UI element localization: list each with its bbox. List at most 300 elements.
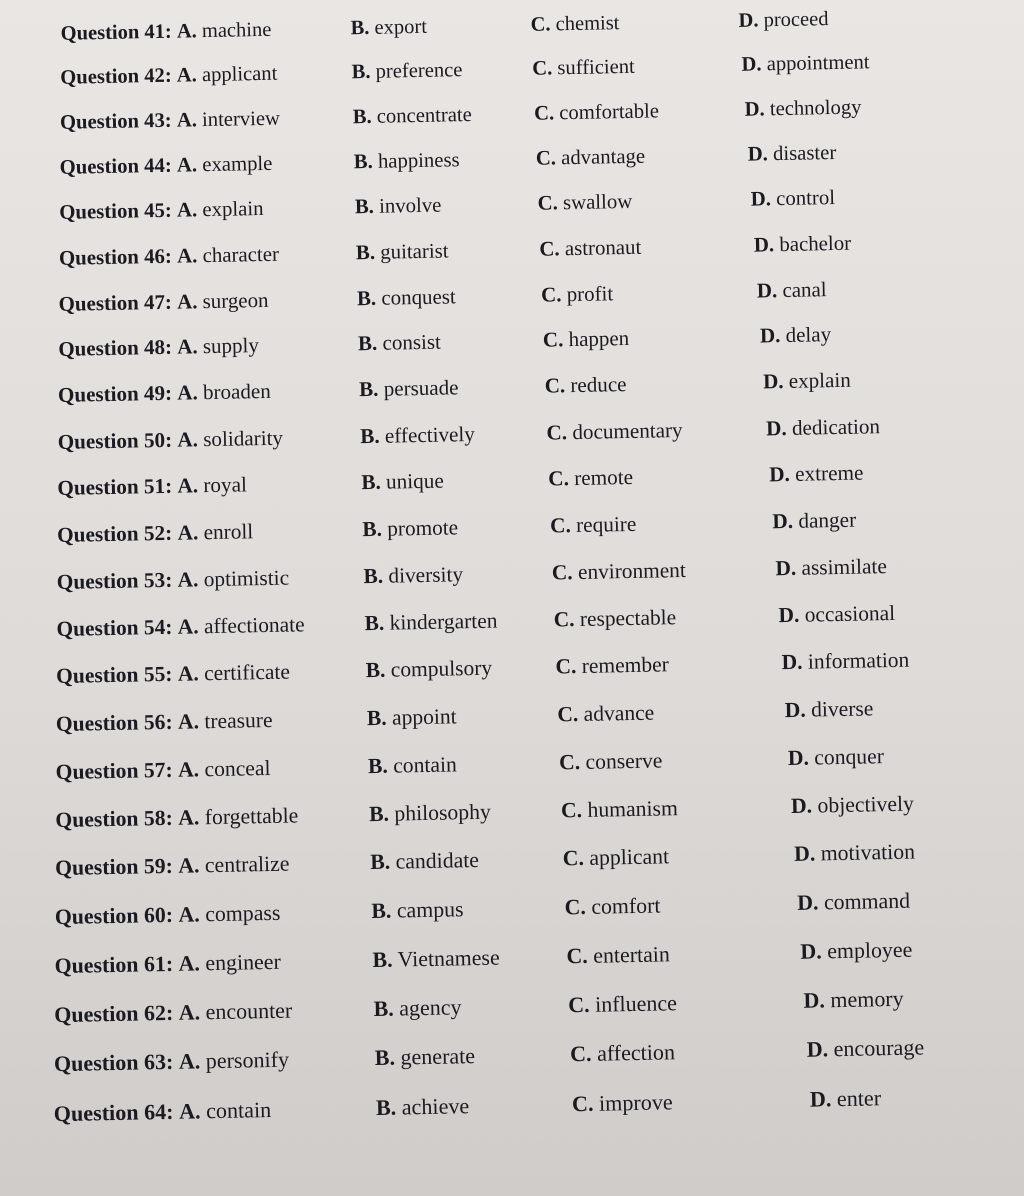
- option-letter-d: D.: [803, 987, 826, 1013]
- option-letter-b: B.: [352, 105, 372, 129]
- option-b-word: effectively: [384, 421, 476, 448]
- question-label: Question 60:: [54, 902, 174, 930]
- option-b: [357, 283, 456, 311]
- option-a: [60, 61, 278, 91]
- option-a: [60, 17, 271, 47]
- option-a-word: compass: [204, 900, 281, 927]
- option-d: [744, 94, 861, 122]
- option-letter-c: C.: [537, 191, 559, 215]
- option-d: [788, 743, 885, 771]
- option-b: [370, 847, 479, 875]
- option-b: [352, 102, 472, 130]
- option-a: [58, 378, 271, 408]
- option-letter-a: A.: [177, 757, 200, 782]
- option-a: [56, 659, 290, 689]
- option-letter-a: A.: [178, 1098, 201, 1124]
- option-b-word: promote: [387, 515, 459, 541]
- option-c: [544, 371, 626, 399]
- option-d: [797, 888, 910, 916]
- option-letter-c: C.: [560, 798, 583, 823]
- option-letter-a: A.: [177, 614, 199, 639]
- option-letter-d: D.: [744, 98, 765, 121]
- option-letter-c: C.: [551, 559, 573, 585]
- option-c-word: sufficient: [557, 56, 635, 80]
- option-b: [356, 237, 449, 265]
- option-d-word: disaster: [772, 141, 837, 165]
- option-letter-a: A.: [176, 197, 198, 222]
- option-c: [546, 416, 683, 445]
- option-letter-a: A.: [177, 709, 200, 734]
- option-a: [54, 1047, 289, 1078]
- option-d-word: delay: [785, 322, 832, 348]
- option-c: [530, 10, 619, 38]
- option-c: [561, 795, 678, 823]
- option-d-word: encourage: [833, 1034, 925, 1062]
- option-c: [572, 1089, 673, 1117]
- question-label: Question 57:: [55, 757, 173, 784]
- option-d: [794, 839, 915, 867]
- option-c: [559, 747, 663, 775]
- option-c-word: comfort: [591, 893, 661, 919]
- option-a: [58, 332, 259, 362]
- option-a-word: royal: [203, 472, 248, 498]
- option-b-word: candidate: [395, 848, 480, 875]
- option-b-word: persuade: [383, 375, 459, 401]
- option-letter-c: C.: [544, 373, 566, 398]
- option-a-word: enroll: [203, 518, 254, 544]
- option-letter-a: A.: [177, 566, 199, 592]
- option-letter-c: C.: [548, 466, 570, 491]
- option-a-word: affectionate: [203, 612, 305, 639]
- option-letter-a: A.: [177, 380, 198, 405]
- option-letter-d: D.: [787, 745, 810, 770]
- option-letter-d: D.: [781, 650, 803, 675]
- option-a-word: certificate: [203, 659, 291, 686]
- option-a: [54, 1097, 272, 1127]
- option-c: [543, 325, 630, 353]
- option-b: [362, 514, 458, 542]
- option-b-word: conquest: [381, 283, 456, 310]
- option-c: [568, 990, 677, 1018]
- option-a: [59, 241, 279, 271]
- option-b: [369, 799, 491, 827]
- option-a-word: surgeon: [202, 287, 269, 313]
- option-a: [59, 196, 264, 226]
- option-c-word: remote: [573, 464, 634, 491]
- option-b: [364, 607, 497, 636]
- option-d: [781, 647, 909, 675]
- option-letter-d: D.: [762, 369, 784, 394]
- option-c-word: applicant: [589, 844, 670, 871]
- option-c-word: astronaut: [564, 234, 642, 261]
- option-a: [57, 518, 254, 548]
- option-a-word: engineer: [205, 948, 281, 976]
- option-letter-b: B.: [353, 150, 373, 173]
- option-b: [354, 147, 460, 175]
- option-d: [775, 553, 887, 581]
- option-letter-d: D.: [800, 938, 822, 964]
- option-a-word: explain: [202, 196, 264, 221]
- option-a-word: applicant: [201, 63, 278, 87]
- question-label: Question 47:: [58, 289, 173, 316]
- option-d-word: proceed: [763, 8, 829, 32]
- option-d-word: dedication: [791, 413, 881, 440]
- option-b: [363, 561, 463, 589]
- option-letter-d: D.: [759, 323, 781, 348]
- option-letter-d: D.: [769, 461, 791, 487]
- option-c-word: documentary: [572, 417, 683, 444]
- question-label: Question 59:: [54, 854, 174, 881]
- option-letter-b: B.: [374, 1045, 396, 1071]
- option-a-word: solidarity: [202, 425, 284, 451]
- question-label: Question 41:: [60, 20, 172, 45]
- option-a-word: encounter: [205, 997, 293, 1025]
- question-label: Question 44:: [59, 154, 172, 179]
- option-c: [563, 844, 670, 872]
- option-letter-a: A.: [176, 153, 198, 177]
- option-letter-c: C.: [532, 57, 553, 81]
- option-c-word: chemist: [555, 12, 620, 36]
- option-d-word: danger: [798, 507, 857, 533]
- option-c-word: humanism: [587, 796, 679, 822]
- option-d: [760, 321, 832, 348]
- option-letter-d: D.: [778, 602, 800, 628]
- option-b-word: guitarist: [380, 238, 449, 264]
- option-c: [566, 941, 670, 969]
- option-a: [54, 949, 281, 979]
- option-b: [371, 896, 464, 924]
- option-d-word: conquer: [814, 744, 885, 770]
- option-a-word: conceal: [204, 755, 271, 782]
- option-letter-c: C.: [557, 702, 579, 727]
- option-b: [375, 1044, 476, 1072]
- option-letter-d: D.: [784, 697, 806, 723]
- question-label: Question 62:: [54, 999, 174, 1028]
- option-c-word: comfortable: [559, 100, 660, 125]
- question-label: Question 50:: [57, 427, 173, 454]
- option-b-word: happiness: [377, 148, 460, 173]
- option-letter-c: C.: [549, 512, 571, 538]
- option-a: [58, 286, 268, 316]
- option-c-word: happen: [568, 326, 630, 352]
- option-b-word: generate: [400, 1043, 476, 1070]
- option-a: [59, 150, 272, 180]
- option-d: [751, 185, 836, 213]
- option-a-word: forgettable: [204, 803, 299, 830]
- option-d: [803, 986, 904, 1014]
- option-b: [372, 945, 500, 973]
- option-d: [747, 140, 836, 168]
- option-letter-c: C.: [562, 846, 585, 871]
- option-a: [57, 471, 247, 501]
- option-letter-c: C.: [553, 606, 575, 632]
- option-a-word: centralize: [204, 852, 290, 878]
- option-letter-a: A.: [176, 64, 198, 87]
- option-c: [564, 893, 660, 921]
- question-label: Question 64:: [53, 1098, 174, 1127]
- option-letter-c: C.: [535, 147, 557, 170]
- question-label: Question 54:: [56, 614, 173, 641]
- question-label: Question 45:: [59, 198, 172, 224]
- option-d-word: diverse: [810, 696, 874, 722]
- option-d-word: enter: [836, 1085, 882, 1112]
- option-c: [537, 189, 632, 217]
- option-letter-c: C.: [533, 102, 555, 125]
- option-a-word: optimistic: [203, 565, 290, 591]
- option-b: [358, 329, 441, 357]
- option-d-word: technology: [769, 96, 862, 121]
- option-letter-c: C.: [566, 942, 588, 969]
- option-b-word: involve: [378, 193, 442, 218]
- option-b: [359, 375, 459, 403]
- option-b-word: achieve: [401, 1093, 470, 1120]
- option-letter-b: B.: [364, 610, 385, 635]
- option-letter-c: C.: [568, 991, 590, 1018]
- option-letter-a: A.: [176, 288, 198, 314]
- option-letter-b: B.: [363, 563, 384, 588]
- option-letter-b: B.: [372, 946, 393, 973]
- option-b-word: appoint: [391, 704, 457, 730]
- option-c-word: swallow: [562, 189, 633, 214]
- option-letter-d: D.: [775, 555, 797, 580]
- option-d-word: canal: [782, 276, 827, 302]
- option-d: [791, 791, 914, 819]
- option-a-word: treasure: [204, 707, 273, 734]
- option-d: [763, 367, 851, 395]
- option-b-word: Vietnamese: [397, 944, 500, 972]
- option-d: [810, 1085, 882, 1112]
- option-letter-b: B.: [355, 239, 376, 265]
- option-b: [361, 468, 444, 496]
- option-d-word: command: [823, 888, 911, 915]
- option-letter-a: A.: [177, 473, 199, 498]
- option-letter-d: D.: [806, 1036, 829, 1063]
- option-a-word: personify: [205, 1047, 290, 1074]
- option-a-word: machine: [201, 18, 272, 43]
- option-letter-b: B.: [375, 1094, 397, 1121]
- option-d-word: occasional: [804, 600, 896, 627]
- option-d-word: objectively: [817, 791, 915, 818]
- option-d-word: information: [807, 647, 910, 674]
- question-label: Question 43:: [59, 109, 172, 134]
- option-a-word: broaden: [202, 379, 271, 405]
- option-letter-b: B.: [369, 850, 391, 875]
- option-letter-b: B.: [351, 61, 371, 84]
- option-a-word: example: [202, 152, 273, 176]
- option-c: [570, 1040, 675, 1068]
- option-b-word: philosophy: [394, 799, 492, 826]
- option-letter-a: A.: [177, 426, 199, 452]
- option-d: [757, 276, 827, 303]
- option-letter-c: C.: [564, 895, 587, 920]
- option-d: [754, 230, 852, 258]
- option-letter-c: C.: [571, 1090, 594, 1117]
- option-b: [350, 14, 427, 41]
- option-letter-a: A.: [178, 950, 201, 976]
- option-c-word: advance: [583, 700, 655, 726]
- option-letter-b: B.: [350, 16, 370, 40]
- option-d-word: assimilate: [801, 553, 888, 580]
- option-b-word: consist: [382, 329, 442, 355]
- option-letter-d: D.: [790, 793, 813, 819]
- option-c-word: respectable: [579, 605, 677, 631]
- option-letter-b: B.: [357, 331, 378, 356]
- option-letter-a: A.: [177, 520, 199, 545]
- option-letter-d: D.: [797, 890, 819, 915]
- option-b: [355, 192, 442, 220]
- option-b-word: compulsory: [390, 655, 493, 682]
- option-letter-a: A.: [178, 1048, 201, 1075]
- option-letter-a: A.: [177, 661, 199, 687]
- option-letter-a: A.: [176, 334, 198, 359]
- option-d: [800, 937, 912, 965]
- option-d: [738, 6, 828, 34]
- question-label: Question 46:: [58, 243, 173, 270]
- option-b: [376, 1093, 470, 1121]
- option-b-word: preference: [375, 59, 463, 84]
- option-b-word: contain: [392, 752, 458, 778]
- question-label: Question 52:: [56, 520, 173, 547]
- option-d: [785, 695, 874, 723]
- option-b-word: campus: [396, 897, 464, 923]
- option-b-word: agency: [399, 994, 462, 1021]
- option-letter-b: B.: [366, 705, 387, 731]
- option-letter-c: C.: [558, 749, 581, 775]
- option-c-word: influence: [594, 990, 678, 1017]
- option-letter-b: B.: [361, 469, 381, 495]
- option-c-word: affection: [596, 1039, 676, 1067]
- option-a: [55, 900, 281, 930]
- option-c-word: conserve: [585, 748, 663, 774]
- option-letter-a: A.: [176, 243, 198, 268]
- option-letter-b: B.: [358, 377, 379, 402]
- option-b: [351, 57, 462, 85]
- option-d-word: motivation: [820, 840, 916, 866]
- question-label: Question 58:: [55, 805, 174, 833]
- option-d-word: memory: [830, 985, 904, 1013]
- option-d: [769, 460, 864, 488]
- option-c-word: remember: [581, 652, 669, 679]
- question-label: Question 42:: [60, 65, 172, 90]
- option-letter-d: D.: [750, 186, 772, 211]
- option-c-word: advantage: [560, 145, 646, 169]
- option-d: [772, 506, 856, 534]
- option-letter-b: B.: [367, 753, 389, 778]
- option-letter-b: B.: [359, 423, 380, 448]
- option-letter-a: A.: [178, 999, 201, 1025]
- option-d-word: extreme: [794, 460, 864, 486]
- question-label: Question 48:: [58, 335, 173, 362]
- option-letter-a: A.: [178, 805, 200, 830]
- option-letter-b: B.: [362, 516, 383, 541]
- option-c-word: reduce: [570, 372, 627, 398]
- option-b-word: concentrate: [376, 103, 473, 128]
- question-label: Question 53:: [56, 567, 173, 594]
- option-a: [55, 755, 270, 785]
- option-letter-c: C.: [546, 419, 568, 445]
- option-letter-d: D.: [747, 142, 769, 166]
- option-c-word: environment: [577, 557, 686, 584]
- option-letter-d: D.: [756, 277, 778, 303]
- option-c-word: improve: [598, 1089, 673, 1116]
- option-letter-b: B.: [368, 801, 390, 827]
- option-d-word: employee: [826, 936, 913, 964]
- option-letter-d: D.: [809, 1086, 832, 1112]
- option-letter-b: B.: [365, 658, 386, 683]
- question-label: Question 51:: [57, 473, 173, 500]
- question-label: Question 61:: [54, 950, 174, 979]
- question-label: Question 63:: [53, 1049, 174, 1077]
- option-c: [532, 54, 635, 82]
- option-letter-c: C.: [569, 1041, 592, 1067]
- option-d-word: explain: [788, 368, 851, 394]
- option-b: [360, 420, 475, 448]
- option-c: [557, 700, 654, 728]
- option-a: [55, 803, 298, 834]
- option-letter-d: D.: [753, 232, 775, 257]
- option-b-word: unique: [385, 468, 444, 494]
- option-letter-b: B.: [354, 194, 375, 218]
- option-letter-d: D.: [741, 53, 762, 77]
- option-letter-c: C.: [539, 236, 560, 261]
- option-c-word: require: [575, 511, 637, 537]
- question-label: Question 55:: [55, 662, 173, 689]
- option-letter-a: A.: [178, 902, 200, 927]
- question-label: Question 49:: [57, 381, 173, 408]
- option-letter-c: C.: [540, 281, 562, 307]
- option-c-word: entertain: [592, 941, 671, 968]
- option-letter-d: D.: [772, 508, 794, 533]
- option-b-word: kindergarten: [389, 608, 498, 635]
- option-d: [741, 50, 869, 78]
- option-a-word: character: [202, 241, 280, 268]
- option-c: [553, 604, 676, 632]
- option-c: [536, 143, 646, 171]
- option-b: [367, 703, 457, 731]
- option-c: [550, 511, 637, 539]
- option-d-word: bachelor: [779, 230, 852, 257]
- option-a-word: interview: [201, 107, 281, 132]
- option-b-word: diversity: [388, 561, 464, 588]
- option-a: [57, 564, 290, 594]
- option-b-word: export: [374, 15, 428, 39]
- option-d: [778, 600, 895, 628]
- option-letter-b: B.: [373, 995, 395, 1022]
- option-d: [806, 1035, 924, 1063]
- option-a: [56, 611, 305, 642]
- option-letter-c: C.: [530, 13, 551, 36]
- option-c: [555, 652, 669, 680]
- option-b: [373, 994, 461, 1022]
- option-letter-b: B.: [356, 285, 377, 310]
- option-a: [60, 106, 280, 136]
- option-letter-a: A.: [176, 109, 198, 132]
- option-c: [548, 464, 633, 492]
- option-letter-d: D.: [738, 9, 759, 32]
- option-a-word: contain: [205, 1097, 272, 1124]
- option-letter-b: B.: [371, 898, 392, 924]
- option-d-word: control: [775, 185, 836, 210]
- option-d: [766, 413, 880, 441]
- option-a: [56, 707, 273, 737]
- option-letter-c: C.: [555, 654, 577, 679]
- option-c: [552, 557, 686, 586]
- option-a: [54, 998, 292, 1029]
- option-letter-a: A.: [178, 853, 200, 879]
- option-a: [55, 851, 290, 881]
- option-c: [539, 234, 641, 262]
- option-c-word: profit: [566, 280, 614, 306]
